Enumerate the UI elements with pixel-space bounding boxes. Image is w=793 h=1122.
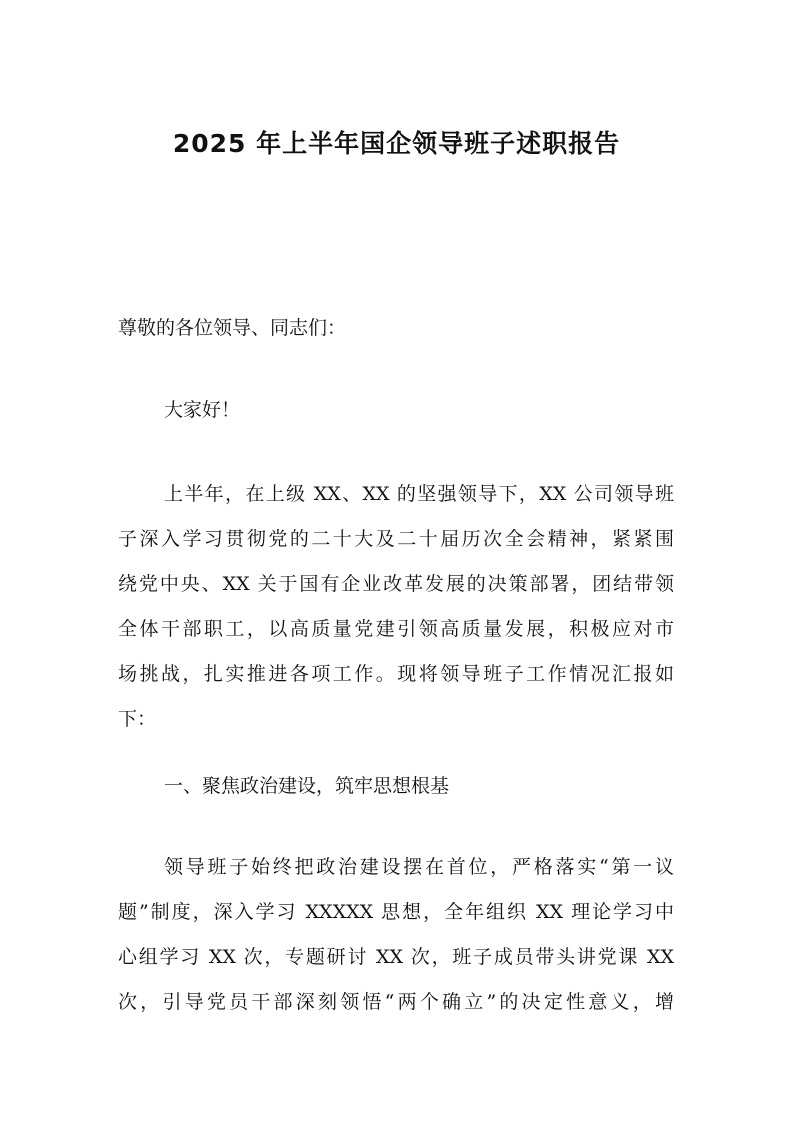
document-title: 2025 年上半年国企领导班子述职报告 (172, 129, 621, 158)
paragraph-line: 场挑战，扎实推进各项工作。现将领导班子工作情况汇报如 (118, 663, 674, 685)
paragraph-line: 下： (118, 708, 157, 730)
paragraph-line: 绕党中央、XX 关于国有企业改革发展的决策部署，团结带领 (118, 573, 674, 595)
paragraph-line: 上半年，在上级 XX、XX 的坚强领导下，XX 公司领导班 (164, 483, 674, 505)
greeting: 大家好！ (164, 399, 241, 421)
section-heading: 一、聚焦政治建设，筑牢思想根基 (164, 775, 450, 797)
salutation: 尊敬的各位领导、同志们： (118, 317, 347, 339)
paragraph-line: 子深入学习贯彻党的二十大及二十届历次全会精神，紧紧围 (118, 528, 674, 550)
paragraph-line: 领导班子始终把政治建设摆在首位，严格落实“第一议 (164, 856, 674, 878)
paragraph-line: 次，引导党员干部深刻领悟“两个确立”的决定性意义，增 (118, 991, 674, 1013)
paragraph-line: 全体干部职工，以高质量党建引领高质量发展，积极应对市 (118, 618, 674, 640)
paragraph-line: 心组学习 XX 次，专题研讨 XX 次，班子成员带头讲党课 XX (118, 946, 674, 968)
paragraph-line: 题”制度，深入学习 XXXXX 思想，全年组织 XX 理论学习中 (118, 901, 674, 923)
